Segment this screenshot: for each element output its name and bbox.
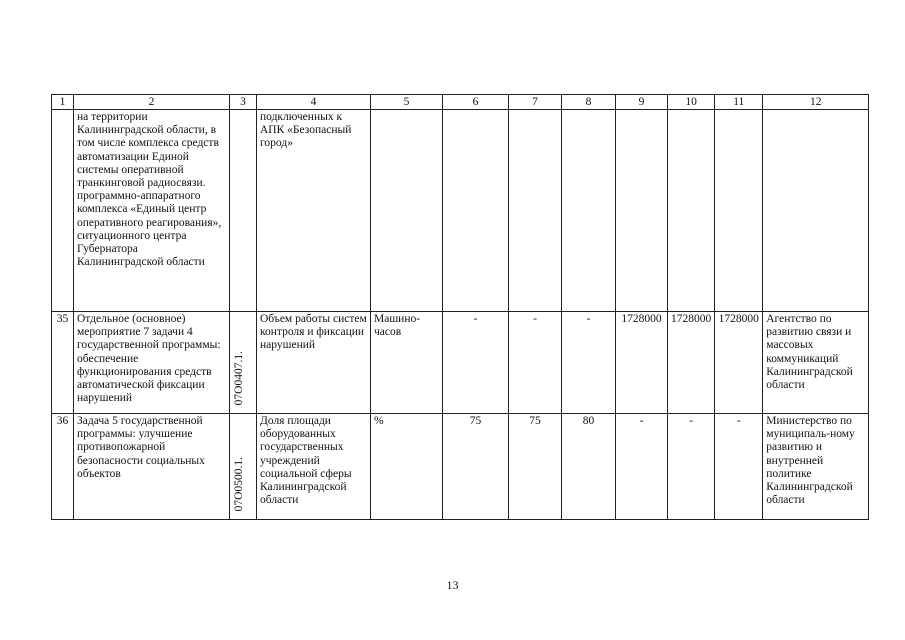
value-col-11: - — [715, 414, 763, 520]
value-col-6: 75 — [443, 414, 509, 520]
unit — [371, 110, 443, 312]
event-name: Отдельное (основное) мероприятие 7 задачи 4 государственной программы: обеспечение функционирования средств автоматической фиксации нарушений — [74, 312, 230, 414]
indicator-name: Объем работы систем контроля и фиксации нарушений — [257, 312, 371, 414]
row-number: 36 — [52, 414, 74, 520]
header-cell: 5 — [371, 95, 443, 110]
budget-code-cell — [230, 312, 257, 414]
value-col-8: 80 — [562, 414, 616, 520]
header-cell: 9 — [616, 95, 668, 110]
header-cell: 8 — [562, 95, 616, 110]
value-col-6 — [443, 110, 509, 312]
value-col-7: - — [509, 312, 562, 414]
table-row — [52, 414, 869, 520]
unit: Машино-часов — [371, 312, 443, 414]
header-cell: 11 — [715, 95, 763, 110]
unit: % — [371, 414, 443, 520]
header-cell: 3 — [230, 95, 257, 110]
value-col-6: - — [443, 312, 509, 414]
header-cell: 4 — [257, 95, 371, 110]
value-col-8: - — [562, 312, 616, 414]
program-indicators-table — [51, 94, 869, 520]
page-number: 13 — [446, 578, 459, 592]
responsible-body: Министерство по муниципаль-ному развитию и внутренней политике Калининградской области — [763, 414, 869, 520]
value-col-7 — [509, 110, 562, 312]
table-row — [52, 312, 869, 414]
budget-code: 07О0500.1. — [233, 456, 245, 511]
budget-code-cell — [230, 110, 257, 312]
value-col-9 — [616, 110, 668, 312]
header-cell: 10 — [668, 95, 715, 110]
budget-code-cell — [230, 414, 257, 520]
row-number — [52, 110, 74, 312]
value-col-7: 75 — [509, 414, 562, 520]
value-col-10: 1728000 — [668, 312, 715, 414]
table-row — [52, 110, 869, 312]
value-col-10 — [668, 110, 715, 312]
header-cell: 7 — [509, 95, 562, 110]
event-name: Задача 5 государственной программы: улучшение противопожарной безопасности социальных объектов — [74, 414, 230, 520]
value-col-9: - — [616, 414, 668, 520]
row-number: 35 — [52, 312, 74, 414]
value-col-10: - — [668, 414, 715, 520]
value-col-9: 1728000 — [616, 312, 668, 414]
responsible-body: Агентство по развитию связи и массовых коммуникаций Калининградской области — [763, 312, 869, 414]
header-cell: 2 — [74, 95, 230, 110]
budget-code: 07О0407.1. — [233, 350, 245, 405]
indicator-name: Доля площади оборудованных государственных учреждений социальной сферы Калининградской области — [257, 414, 371, 520]
table-header-row — [52, 95, 869, 110]
header-cell: 6 — [443, 95, 509, 110]
header-cell: 1 — [52, 95, 74, 110]
value-col-11 — [715, 110, 763, 312]
responsible-body — [763, 110, 869, 312]
header-cell: 12 — [763, 95, 869, 110]
value-col-8 — [562, 110, 616, 312]
indicator-name: подключенных к АПК «Безопасный город» — [257, 110, 371, 312]
value-col-11: 1728000 — [715, 312, 763, 414]
event-name: на территории Калининградской области, в том числе комплекса средств автоматизации Единой системы оперативной транкинговой радиосвязи. программно-аппаратного комплекса «Единый центр оперативного реагирования», ситуационного центра Губернатора Калининградской области — [74, 110, 230, 312]
